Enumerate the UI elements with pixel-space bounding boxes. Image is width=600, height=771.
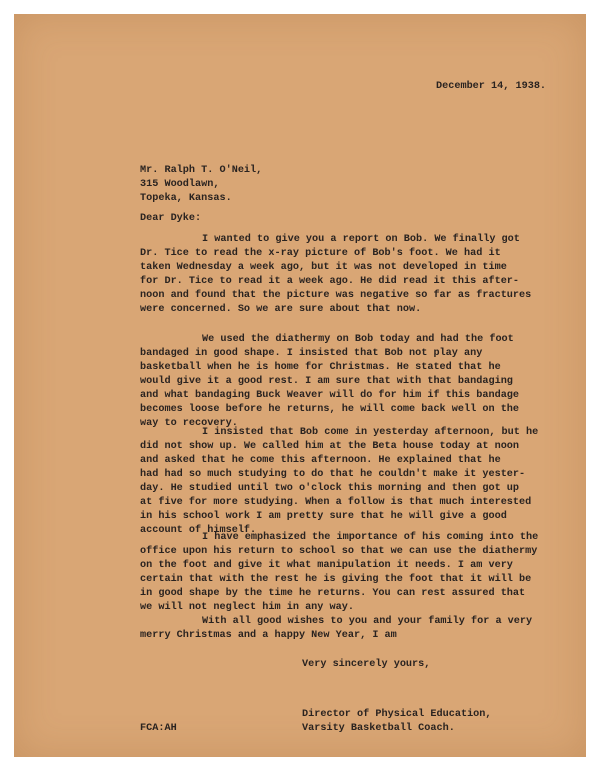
body-line: Dr. Tice to read the x-ray picture of Bob's foot. We had it bbox=[140, 248, 501, 259]
body-line: office upon his return to school so that we can use the diathermy bbox=[140, 546, 538, 557]
body-line: basketball when he is home for Christmas. He stated that he bbox=[140, 362, 501, 373]
typist-initials: FCA:AH bbox=[140, 723, 177, 734]
body-line: We used the diathermy on Bob today and had the foot bbox=[202, 334, 514, 345]
signature-title: Director of Physical Education, bbox=[302, 709, 492, 720]
body-line: were concerned. So we are sure about that now. bbox=[140, 304, 422, 315]
body-line: on the foot and give it what manipulation it needs. I am very bbox=[140, 560, 513, 571]
body-line: noon and found that the picture was negative so far as fractures bbox=[140, 290, 532, 301]
body-line: in his school work I am pretty sure that he will give a good bbox=[140, 511, 507, 522]
body-line: With all good wishes to you and your family for a very bbox=[202, 616, 533, 627]
body-line: and asked that he come this afternoon. He explained that he bbox=[140, 455, 501, 466]
body-line: in good shape by the time he returns. You can rest assured that bbox=[140, 588, 526, 599]
body-line: becomes loose before he returns, he will come back well on the bbox=[140, 404, 520, 415]
salutation: Dear Dyke: bbox=[140, 213, 202, 224]
signature-title: Varsity Basketball Coach. bbox=[302, 723, 455, 734]
body-line: did not show up. We called him at the Beta house today at noon bbox=[140, 441, 520, 452]
body-line: day. He studied until two o'clock this morning and then got up bbox=[140, 483, 520, 494]
body-line: I have emphasized the importance of his coming into the bbox=[202, 532, 539, 543]
address-line: Topeka, Kansas. bbox=[140, 193, 232, 204]
body-line: certain that with the rest he is giving the foot that it will be bbox=[140, 574, 532, 585]
body-line: account of himself. bbox=[140, 525, 257, 536]
letter-date: December 14, 1938. bbox=[436, 81, 547, 92]
body-line: had had so much studying to do that he couldn't make it yester- bbox=[140, 469, 526, 480]
body-line: and what bandaging Buck Weaver will do for him if this bandage bbox=[140, 390, 520, 401]
address-line: 315 Woodlawn, bbox=[140, 179, 220, 190]
body-line: would give it a good rest. I am sure that with that bandaging bbox=[140, 376, 513, 387]
body-line: merry Christmas and a happy New Year, I am bbox=[140, 630, 397, 641]
body-line: bandaged in good shape. I insisted that Bob not play any bbox=[140, 348, 483, 359]
body-line: at five for more studying. When a follow is that much interested bbox=[140, 497, 532, 508]
closing: Very sincerely yours, bbox=[302, 659, 431, 670]
body-line: I insisted that Bob come in yesterday afternoon, but he bbox=[202, 427, 539, 438]
body-line: way to recovery. bbox=[140, 418, 238, 429]
body-line: I wanted to give you a report on Bob. We finally got bbox=[202, 234, 520, 245]
body-line: taken Wednesday a week ago, but it was not developed in time bbox=[140, 262, 507, 273]
body-line: we will not neglect him in any way. bbox=[140, 602, 354, 613]
address-line: Mr. Ralph T. O'Neil, bbox=[140, 165, 263, 176]
body-line: for Dr. Tice to read it a week ago. He did read it this after- bbox=[140, 276, 520, 287]
